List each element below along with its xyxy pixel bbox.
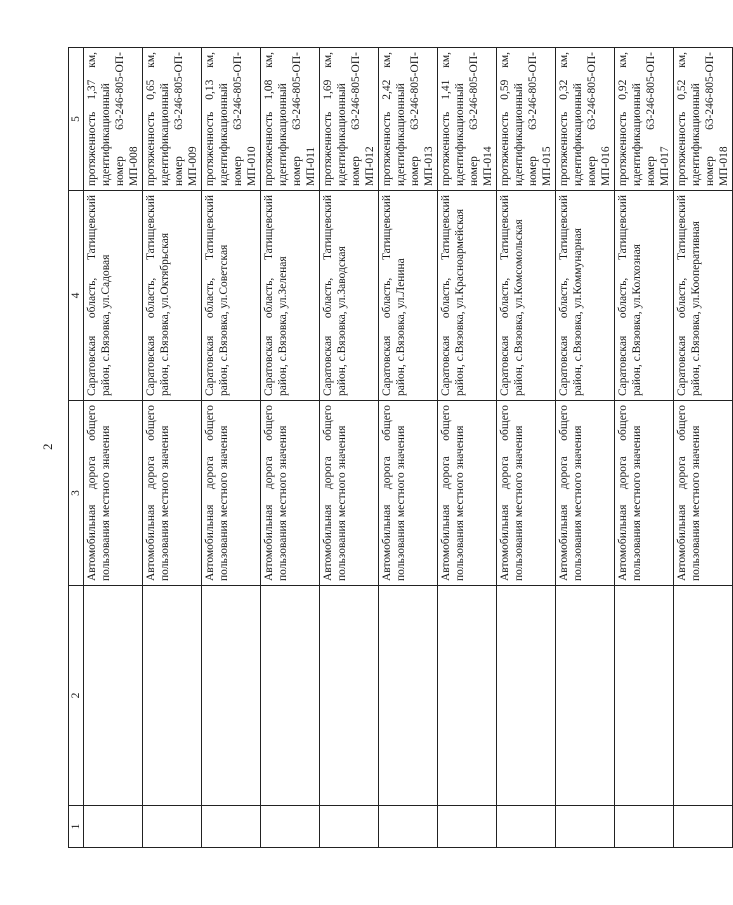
table-row [556, 48, 615, 848]
cell-col-5: протяженность 0,65 км, идентификационный номер 63-246-805-ОП-МП-009 [143, 48, 202, 191]
cell-col-1 [261, 806, 320, 848]
page-number: 2 [40, 443, 55, 450]
cell-col-1 [202, 806, 261, 848]
table-row [438, 48, 497, 848]
cell-col-4: Саратовская область, Татищевский район, с.Вязовка, ул.Зеленая [261, 191, 320, 401]
cell-col-1 [84, 806, 143, 848]
cell-col-3: Автомобильная дорога общего пользования местного значения [84, 401, 143, 586]
cell-col-3: Автомобильная дорога общего пользования местного значения [143, 401, 202, 586]
cell-col-5: протяженность 0,13 км, идентификационный номер 63-246-805-ОП-МП-010 [202, 48, 261, 191]
cell-col-1 [143, 806, 202, 848]
cell-col-5: протяженность 1,37 км, идентификационный номер 63-246-805-ОП-МП-008 [84, 48, 143, 191]
table-row [84, 48, 143, 848]
column-header-3: 3 [69, 401, 84, 586]
cell-col-5: протяженность 0,92 км, идентификационный номер 63-246-805-ОП-МП-017 [615, 48, 674, 191]
cell-col-4: Саратовская область, Татищевский район, с.Вязовка, ул.Колхозная [615, 191, 674, 401]
cell-col-5: протяженность 0,59 км, идентификационный номер 63-246-805-ОП-МП-015 [497, 48, 556, 191]
table-row [674, 48, 733, 848]
cell-col-4: Саратовская область, Татищевский район, с.Вязовка, ул.Заводская [320, 191, 379, 401]
table-row [143, 48, 202, 848]
cell-col-4: Саратовская область, Татищевский район, с.Вязовка, ул.Садовая [84, 191, 143, 401]
road-registry-table [68, 47, 733, 848]
cell-col-5: протяженность 0,32 км, идентификационный номер 63-246-805-ОП-МП-016 [556, 48, 615, 191]
cell-col-2 [556, 586, 615, 806]
column-header-1: 1 [69, 806, 84, 848]
cell-col-2 [497, 586, 556, 806]
column-header-5: 5 [69, 48, 84, 191]
cell-col-3: Автомобильная дорога общего пользования местного значения [674, 401, 733, 586]
table-row [497, 48, 556, 848]
cell-col-5: протяженность 0,52 км, идентификационный номер 63-246-805-ОП-МП-018 [674, 48, 733, 191]
table-row [615, 48, 674, 848]
cell-col-4: Саратовская область, Татищевский район, с.Вязовка, ул.Коммунарная [556, 191, 615, 401]
cell-col-3: Автомобильная дорога общего пользования местного значения [438, 401, 497, 586]
table-row [202, 48, 261, 848]
cell-col-1 [556, 806, 615, 848]
cell-col-5: протяженность 1,69 км, идентификационный номер 63-246-805-ОП-МП-012 [320, 48, 379, 191]
cell-col-3: Автомобильная дорога общего пользования местного значения [202, 401, 261, 586]
cell-col-1 [497, 806, 556, 848]
cell-col-5: протяженность 1,41 км, идентификационный номер 63-246-805-ОП-МП-014 [438, 48, 497, 191]
cell-col-3: Автомобильная дорога общего пользования местного значения [497, 401, 556, 586]
table-row [261, 48, 320, 848]
cell-col-5: протяженность 1,08 км, идентификационный номер 63-246-805-ОП-МП-011 [261, 48, 320, 191]
cell-col-2 [674, 586, 733, 806]
cell-col-1 [674, 806, 733, 848]
cell-col-3: Автомобильная дорога общего пользования местного значения [615, 401, 674, 586]
cell-col-4: Саратовская область, Татищевский район, с.Вязовка, ул.Красноармейская [438, 191, 497, 401]
cell-col-3: Автомобильная дорога общего пользования местного значения [379, 401, 438, 586]
cell-col-2 [84, 586, 143, 806]
cell-col-4: Саратовская область, Татищевский район, с.Вязовка, ул.Ленина [379, 191, 438, 401]
cell-col-4: Саратовская область, Татищевский район, с.Вязовка, ул.Кооперативная [674, 191, 733, 401]
cell-col-1 [320, 806, 379, 848]
cell-col-2 [615, 586, 674, 806]
cell-col-3: Автомобильная дорога общего пользования местного значения [556, 401, 615, 586]
cell-col-2 [379, 586, 438, 806]
column-header-2: 2 [69, 586, 84, 806]
cell-col-2 [320, 586, 379, 806]
rotated-table-container [68, 48, 730, 848]
cell-col-2 [438, 586, 497, 806]
cell-col-4: Саратовская область, Татищевский район, с.Вязовка, ул.Советская [202, 191, 261, 401]
table-header-row [69, 48, 84, 848]
cell-col-3: Автомобильная дорога общего пользования местного значения [261, 401, 320, 586]
cell-col-3: Автомобильная дорога общего пользования местного значения [320, 401, 379, 586]
cell-col-4: Саратовская область, Татищевский район, с.Вязовка, ул.Октябрьская [143, 191, 202, 401]
table-row [320, 48, 379, 848]
column-header-4: 4 [69, 191, 84, 401]
cell-col-4: Саратовская область, Татищевский район, с.Вязовка, ул.Комсомольская [497, 191, 556, 401]
cell-col-2 [202, 586, 261, 806]
cell-col-2 [261, 586, 320, 806]
cell-col-2 [143, 586, 202, 806]
cell-col-5: протяженность 2,42 км, идентификационный номер 63-246-805-ОП-МП-013 [379, 48, 438, 191]
cell-col-1 [615, 806, 674, 848]
cell-col-1 [379, 806, 438, 848]
table-row [379, 48, 438, 848]
cell-col-1 [438, 806, 497, 848]
